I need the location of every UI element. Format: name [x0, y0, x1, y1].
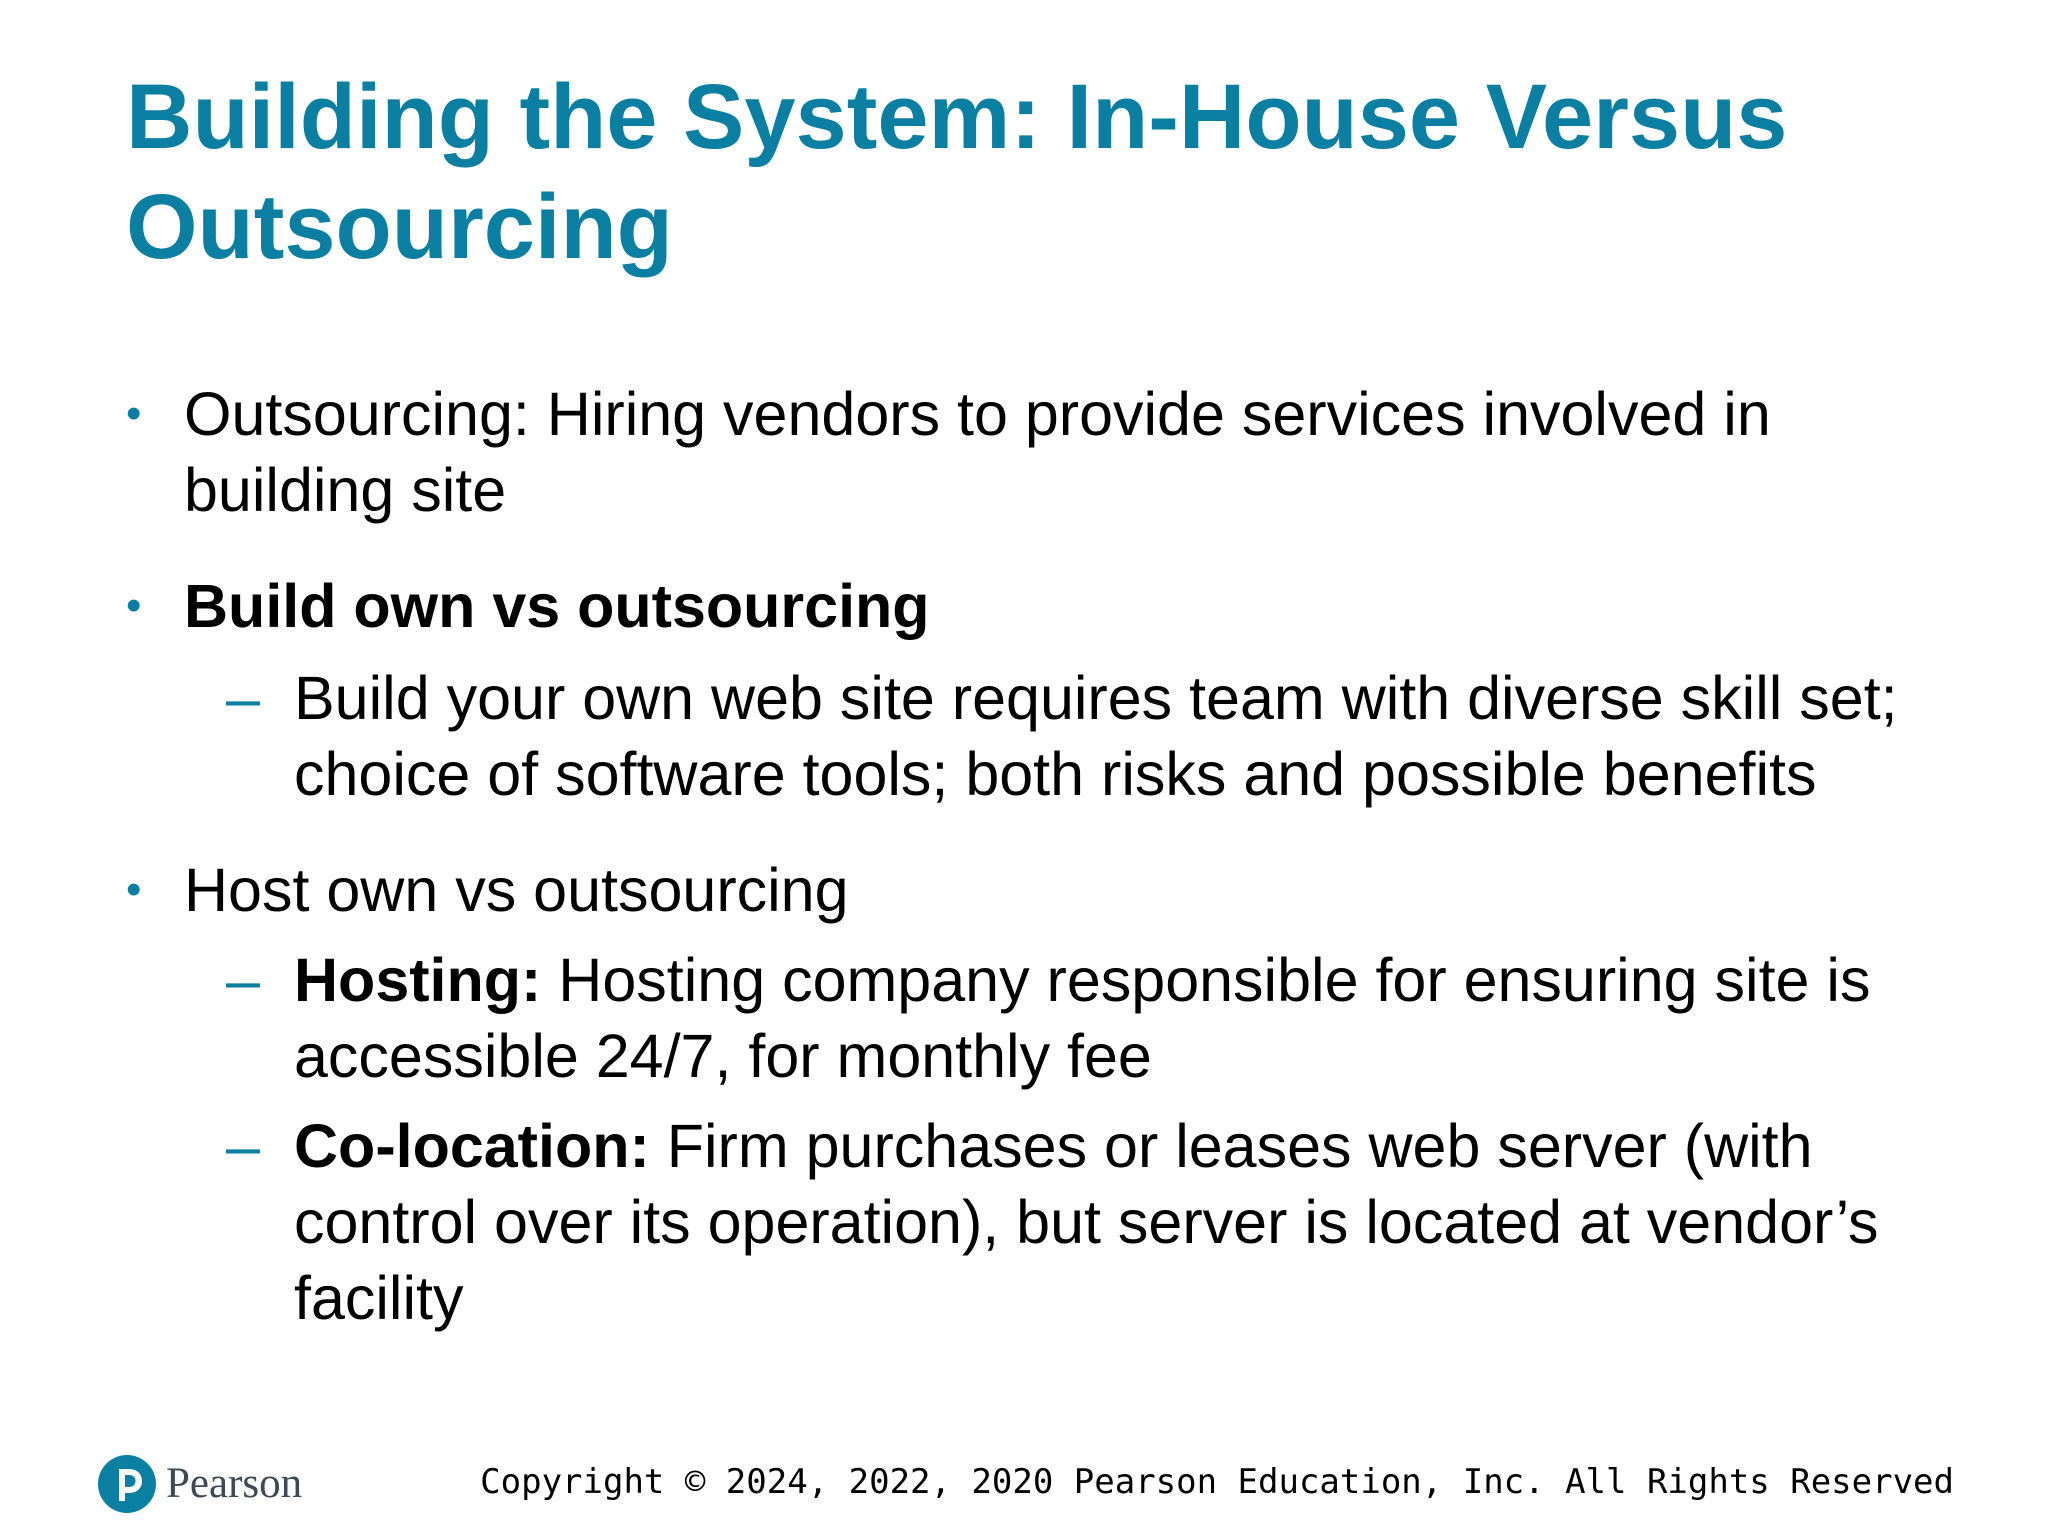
bullet-marker: •	[126, 581, 142, 630]
sub-bullet-text: Hosting company responsible for ensuring site is accessible 24/7, for monthly fee	[294, 946, 1871, 1090]
slide-title: Building the System: In-House Versus Outsourcing	[126, 66, 1788, 278]
sub-bullet-item	[126, 1108, 1986, 1336]
sub-bullet-term: Hosting:	[294, 946, 542, 1014]
bullet-text: Host own vs outsourcing	[184, 856, 849, 924]
slide-body	[126, 376, 1986, 1336]
dash-marker: –	[226, 946, 260, 1014]
bullet-marker: •	[126, 865, 142, 914]
sub-bullet-text: Build your own web site requires team with diverse skill set; choice of software tools; both risks and possible benefits	[294, 664, 1898, 808]
dash-marker: –	[226, 1112, 260, 1180]
bullet-text: Outsourcing: Hiring vendors to provide services involved in building site	[184, 380, 1771, 524]
bullet-item	[126, 376, 1986, 528]
sub-bullet-text: Firm purchases or leases web server (with control over its operation), but server is located at vendor’s facility	[294, 1112, 1879, 1332]
copyright-notice: Copyright © 2024, 2022, 2020 Pearson Education, Inc. All Rights Reserved	[480, 1462, 1954, 1502]
pearson-logo-text: Pearson	[166, 1460, 303, 1507]
pearson-logo-icon	[98, 1455, 156, 1513]
bullet-item	[126, 568, 1986, 644]
sub-bullet-term: Co-location:	[294, 1112, 650, 1180]
sub-bullet-item	[126, 660, 1986, 812]
sub-bullet-item	[126, 942, 1986, 1094]
bullet-item	[126, 852, 1986, 928]
pearson-logo	[98, 1451, 302, 1517]
bullet-marker: •	[126, 389, 142, 438]
dash-marker: –	[226, 664, 260, 732]
bullet-text: Build own vs outsourcing	[184, 572, 930, 640]
